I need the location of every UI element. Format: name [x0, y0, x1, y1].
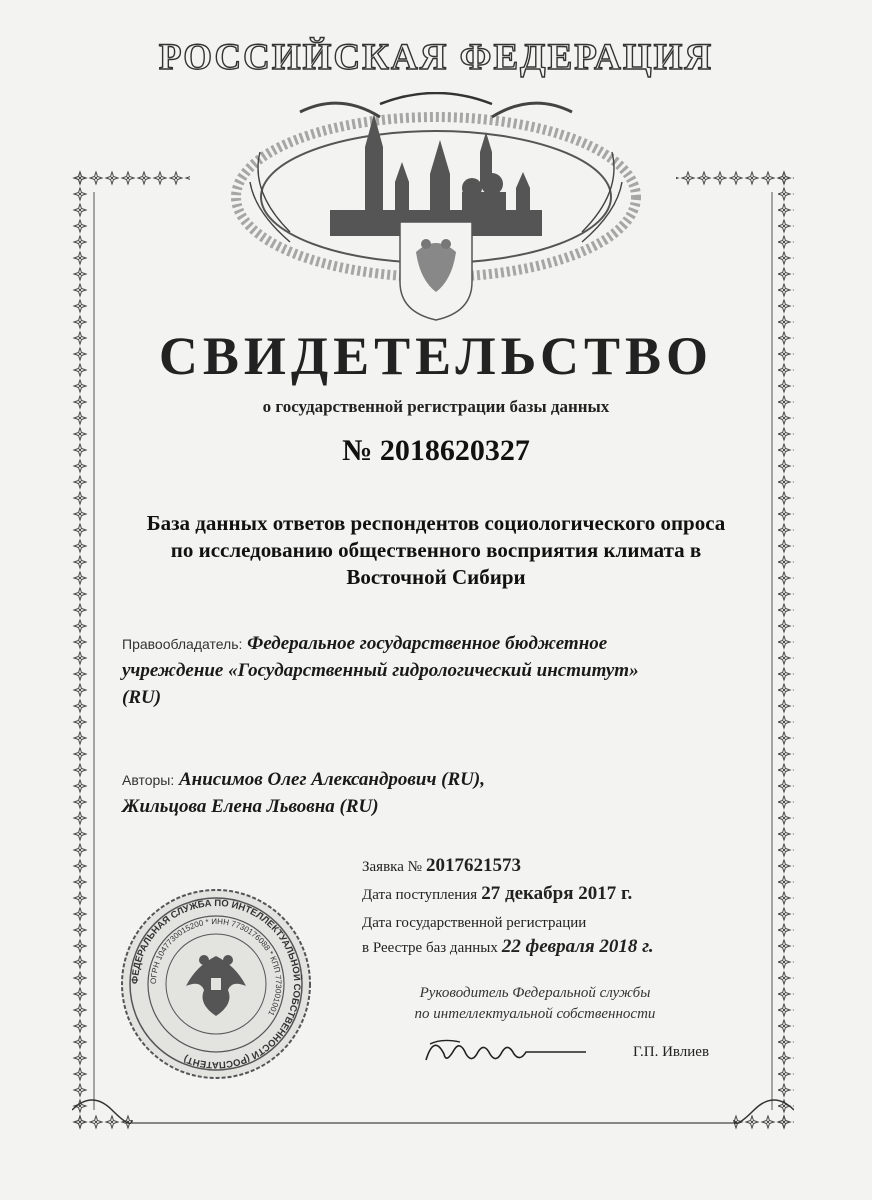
received-date-label: Дата поступления: [362, 887, 478, 903]
country-heading: РОССИЙСКАЯ ФЕДЕРАЦИЯ: [158, 37, 714, 78]
received-date: 27 декабря 2017 г.: [481, 883, 633, 904]
authors-line-1: [122, 766, 742, 794]
received-date-line: [362, 883, 782, 905]
certificate-title: СВИДЕТЕЛЬСТВО: [158, 326, 714, 386]
seal-inner-text: ОГРН 1047730015200 * ИНН 7730176088 * КПП 773001001: [148, 916, 284, 1018]
author-name: Жильцова Елена Львовна (RU): [122, 796, 379, 817]
database-name-line: по исследованию общественного восприятия климата в: [170, 538, 702, 562]
database-name: [96, 510, 776, 591]
certificate-number: № 2018620327: [342, 434, 530, 467]
application-label: Заявка №: [362, 859, 422, 875]
authors-label: Авторы:: [122, 772, 175, 788]
signature-icon: [420, 1030, 610, 1075]
registry-label: в Реестре баз данных: [362, 940, 498, 956]
database-name-line: Восточной Сибири: [346, 565, 526, 589]
application-number: 2017621573: [425, 855, 521, 876]
application-line: [362, 855, 782, 877]
rights-holder-name: Федеральное государственное бюджетное: [247, 633, 608, 654]
registration-date-line: [362, 936, 782, 958]
rights-holder-label: Правообладатель:: [122, 636, 243, 652]
official-seal-icon: [118, 886, 314, 1087]
database-name-line: База данных ответов респондентов социологического опроса: [146, 511, 726, 535]
rights-holder-line-2: учреждение «Государственный гидрологический институт»: [122, 660, 639, 681]
kremlin-emblem-icon: [180, 92, 692, 322]
signatory-name: Г.П. Ивлиев: [633, 1044, 710, 1060]
rights-holder-line-1: [122, 630, 742, 658]
signatory-position-line: по интеллектуальной собственности: [414, 1006, 656, 1022]
registration-date-label: Дата государственной регистрации: [362, 915, 587, 931]
signatory-position-line: Руководитель Федеральной службы: [419, 985, 651, 1001]
registration-date: 22 февраля 2018 г.: [501, 936, 654, 957]
seal-outer-text: ФЕДЕРАЛЬНАЯ СЛУЖБА ПО ИНТЕЛЛЕКТУАЛЬНОЙ СОБСТВЕННОСТИ (РОСПАТЕНТ): [129, 897, 303, 1071]
signatory-position: [380, 983, 690, 1025]
certificate-subtitle: о государственной регистрации базы данных: [262, 397, 610, 416]
author-name: Анисимов Олег Александрович (RU),: [179, 769, 485, 790]
rights-holder-line-3: (RU): [122, 687, 162, 708]
coat-of-arms-icon: [400, 222, 472, 320]
